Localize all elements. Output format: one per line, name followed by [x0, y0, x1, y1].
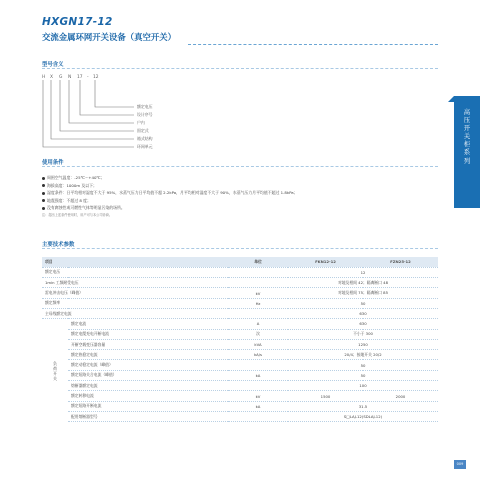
- spec-unit: Hz: [228, 298, 288, 308]
- sidebar-char: 关: [463, 132, 471, 141]
- specs-table: [42, 257, 438, 422]
- bullet-icon: [42, 207, 45, 210]
- section-divider: [42, 68, 438, 69]
- code-char: N: [68, 75, 72, 80]
- spec-item: 开断空载变压器容量: [68, 339, 228, 349]
- condition-item: 周围空气温度：-25℃~+40℃；: [42, 174, 442, 182]
- column-header: FZN25-12: [363, 257, 438, 267]
- spec-item: 额定频率: [42, 298, 228, 308]
- model-title: HXGN17-12: [42, 16, 113, 28]
- code-char: G: [59, 75, 63, 80]
- spec-item: 额定热稳定电流: [68, 350, 228, 360]
- spec-item: 额定电压: [42, 267, 228, 277]
- model-code-diagram: [42, 80, 142, 152]
- table-row: [42, 329, 438, 339]
- title-divider: [188, 44, 438, 45]
- spec-item: 额定电缆充电开断电流: [68, 329, 228, 339]
- column-header: 项目: [42, 257, 228, 267]
- spec-value: 100: [288, 381, 438, 391]
- table-row: [42, 360, 438, 370]
- spec-value: 50: [288, 370, 438, 380]
- bullet-icon: [42, 199, 45, 202]
- code-label: 户内: [137, 120, 145, 125]
- spec-item: 1min 工频耐受电压: [42, 278, 228, 288]
- spec-item: 雷电冲击电压（峰值）: [42, 288, 228, 298]
- spec-item: 额定动稳定电流（峰值）: [68, 360, 228, 370]
- condition-item: 海拔高度：1000m 及以下；: [42, 182, 442, 190]
- spec-unit: A: [228, 319, 288, 329]
- title-block: [42, 16, 176, 43]
- condition-item: 地震强度：不超过 8 度；: [42, 197, 442, 205]
- spec-unit: [228, 267, 288, 277]
- spec-value: 1250: [288, 339, 438, 349]
- section-divider: [42, 248, 438, 249]
- condition-item: 湿度条件：日平均相对湿度不大于 95%，水蒸气压力日平均值不超 2.2kPa，月平均相对湿度不大于 90%，水蒸气压力月平均值不超过 1.8kPa；: [42, 189, 442, 197]
- spec-item: 额定短路关合电流（峰值）: [68, 370, 228, 380]
- usage-heading: 使用条件: [42, 160, 64, 166]
- table-row: [42, 298, 438, 308]
- spec-value: S□LAJ-12(SDLAJ-12): [288, 411, 438, 421]
- spec-unit: kA/s: [228, 350, 288, 360]
- sidebar-char: 系: [463, 148, 471, 157]
- spec-value: 12: [288, 267, 438, 277]
- code-char: X: [50, 75, 54, 80]
- group-label-char: 负: [53, 360, 57, 366]
- sidebar-char: 高: [463, 108, 471, 116]
- spec-unit: [228, 278, 288, 288]
- column-header: FKN12-12: [288, 257, 363, 267]
- usage-note: 注：超出上述条件使用时，用户可与本公司协商。: [42, 212, 113, 217]
- table-row: [42, 319, 438, 329]
- bullet-icon: [42, 184, 45, 187]
- spec-unit: [228, 360, 288, 370]
- spec-unit: kA: [228, 401, 288, 411]
- table-row: [42, 288, 438, 298]
- spec-value: 630: [288, 308, 438, 318]
- group-label-char: 荷: [53, 365, 57, 371]
- model-meaning-heading: 型号含义: [42, 62, 64, 68]
- spec-value: 对地及相间 75；隔离断口 85: [288, 288, 438, 298]
- bullet-icon: [42, 192, 45, 195]
- spec-unit: [228, 411, 288, 421]
- code-label: 环网单元: [137, 144, 153, 149]
- spec-value: 不小于 300: [288, 329, 438, 339]
- spec-unit: 次: [228, 329, 288, 339]
- spec-value: 20/4；接地开关 20/2: [288, 350, 438, 360]
- code-label: 额定电压: [137, 104, 153, 109]
- code-char: H: [42, 75, 46, 80]
- condition-item: 没有腐蚀性或可燃性气体等明显污染的场所。: [42, 204, 442, 212]
- table-header-row: [42, 257, 438, 267]
- sidebar-char: 开: [463, 124, 471, 133]
- section-divider: [42, 166, 438, 167]
- table-row: [42, 339, 438, 349]
- page-subtitle: 交流金属环网开关设备（真空开关）: [42, 32, 176, 42]
- spec-item: 熔断器额定电流: [68, 381, 228, 391]
- code-label: 箱式结构: [137, 136, 153, 141]
- bullet-icon: [42, 177, 45, 180]
- spec-item: 额定电流: [68, 319, 228, 329]
- table-row: [42, 278, 438, 288]
- table-row: [42, 411, 438, 421]
- table-row: [42, 267, 438, 277]
- code-char: 12: [93, 75, 99, 80]
- table-row: [42, 370, 438, 380]
- usage-conditions: [42, 174, 442, 219]
- spec-item: 额定转移电流: [68, 391, 228, 401]
- group-label-char: 关: [53, 375, 57, 381]
- spec-value: 1500: [288, 391, 363, 401]
- sidebar-char: 压: [463, 116, 471, 125]
- table-row: [42, 350, 438, 360]
- spec-item: 配用熔断器型号: [68, 411, 228, 421]
- spec-unit: [228, 381, 288, 391]
- spec-value: 2000: [363, 391, 438, 401]
- spec-unit: kV: [228, 391, 288, 401]
- code-char: -: [87, 75, 89, 80]
- sidebar-label: [454, 108, 480, 165]
- spec-item: 额定短路开断电流: [68, 401, 228, 411]
- sidebar-char: 列: [463, 156, 471, 165]
- spec-value: 对地及相间 42；隔离断口 48: [288, 278, 438, 288]
- code-label: 固定式: [137, 128, 149, 133]
- page-number: 009: [454, 460, 466, 469]
- code-char: 17: [77, 75, 83, 80]
- group-label: [42, 319, 68, 422]
- spec-value: 630: [288, 319, 438, 329]
- table-row: [42, 381, 438, 391]
- table-row: [42, 308, 438, 318]
- spec-unit: kVA: [228, 339, 288, 349]
- spec-value: 50: [288, 360, 438, 370]
- spec-item: 主母线额定电流: [42, 308, 228, 318]
- table-row: [42, 401, 438, 411]
- category-sidebar-tab: [454, 96, 480, 208]
- spec-unit: [228, 308, 288, 318]
- sidebar-char: 柜: [463, 140, 471, 149]
- spec-unit: kV: [228, 288, 288, 298]
- column-header: 单位: [228, 257, 288, 267]
- code-label: 设计序号: [137, 112, 153, 117]
- table-row: [42, 391, 438, 401]
- group-label-char: 开: [53, 370, 57, 376]
- spec-unit: kA: [228, 370, 288, 380]
- specs-heading: 主要技术参数: [42, 242, 75, 248]
- spec-value: 31.5: [288, 401, 438, 411]
- spec-value: 50: [288, 298, 438, 308]
